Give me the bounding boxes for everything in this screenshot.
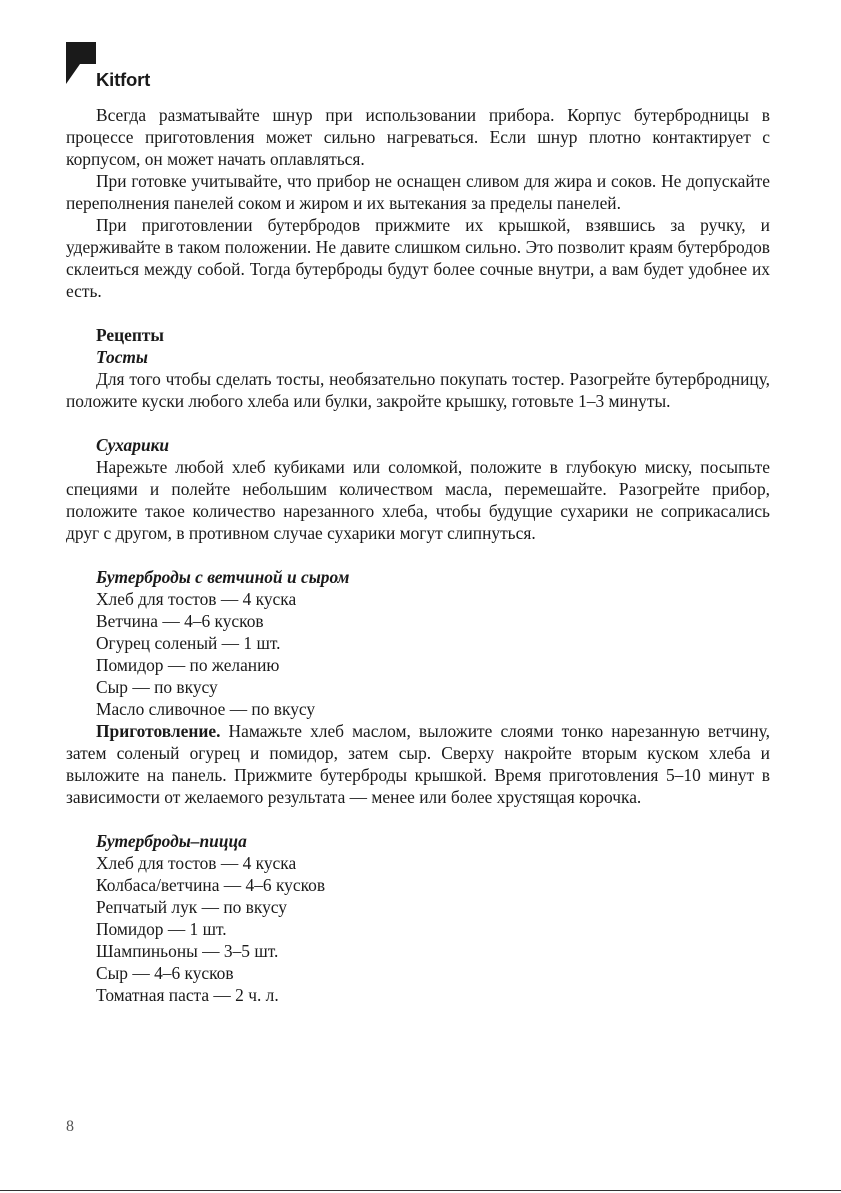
ingredient-item: Сыр — 4–6 кусков xyxy=(96,963,234,983)
brand-logo xyxy=(66,42,176,90)
ingredient-item: Хлеб для тостов — 4 куска xyxy=(96,853,297,873)
ingredient-item: Репчатый лук — по вкусу xyxy=(96,897,287,917)
toasts-title: Тосты xyxy=(96,347,149,367)
croutons-title: Сухарики xyxy=(96,435,170,455)
intro-paragraph-1: Всегда разматывайте шнур при использовании прибора. Корпус бутербродницы в процессе приготовления может сильно нагреваться. Если шнур плотно контактирует с корпусом, он может начать оплавляться. xyxy=(66,105,770,169)
toasts-text: Для того чтобы сделать тосты, необязательно покупать тостер. Разогрейте бутербродницу, положите куски любого хлеба или булки, закройте крышку, готовьте 1–3 минуты. xyxy=(66,369,770,411)
preparation-text: Намажьте хлеб маслом, выложите слоями тонко нарезанную ветчину, затем соленый огурец и помидор, затем сыр. Сверху накройте вторым куском хлеба и выложите на панель. Прижмите бутерброды крышкой. Время приготовления 5–10 минут в зависимости от желаемого результата — менее или более хрустящая корочка. xyxy=(66,721,770,807)
brand-name: Kitfort xyxy=(96,69,151,90)
recipes-heading: Рецепты xyxy=(96,325,164,345)
kitfort-logo-icon xyxy=(66,42,96,86)
croutons-text: Нарежьте любой хлеб кубиками или соломкой, положите в глубокую миску, посыпьте специями и полейте небольшим количеством масла, перемешайте. Разогрейте прибор, положите такое количество нарезанного хлеба, чтобы будущие сухарики не соприкасались друг с другом, в противном случае сухарики могут слипнуться. xyxy=(66,457,770,543)
ingredient-item: Томатная паста — 2 ч. л. xyxy=(96,985,279,1005)
preparation-label: Приготовление. xyxy=(96,721,221,741)
ingredient-item: Помидор — 1 шт. xyxy=(96,919,227,939)
bottom-divider xyxy=(0,1190,841,1191)
ingredient-item: Огурец соленый — 1 шт. xyxy=(96,633,281,653)
ham-cheese-title: Бутерброды с ветчиной и сыром xyxy=(96,567,350,587)
ingredient-item: Помидор — по желанию xyxy=(96,655,280,675)
ingredient-item: Хлеб для тостов — 4 куска xyxy=(96,589,297,609)
page-number: 8 xyxy=(66,1118,74,1135)
ham-cheese-preparation xyxy=(66,720,770,808)
ingredient-item: Сыр — по вкусу xyxy=(96,677,218,697)
intro-paragraph-2: При готовке учитывайте, что прибор не оснащен сливом для жира и соков. Не допускайте переполнения панелей соком и жиром и их вытекания за пределы панелей. xyxy=(66,171,770,213)
intro-paragraph-3: При приготовлении бутербродов прижмите их крышкой, взявшись за ручку, и удерживайте в таком положении. Не давите слишком сильно. Это позволит краям бутербродов склеиться между собой. Тогда бутерброды будут более сочные внутри, а вам будет удобнее их есть. xyxy=(66,215,770,301)
ingredient-item: Шампиньоны — 3–5 шт. xyxy=(96,941,279,961)
page-content xyxy=(66,104,770,1006)
pizza-title: Бутерброды–пицца xyxy=(96,831,247,851)
ingredient-item: Колбаса/ветчина — 4–6 кусков xyxy=(96,875,326,895)
ingredient-item: Масло сливочное — по вкусу xyxy=(96,699,316,719)
ingredient-item: Ветчина — 4–6 кусков xyxy=(96,611,264,631)
